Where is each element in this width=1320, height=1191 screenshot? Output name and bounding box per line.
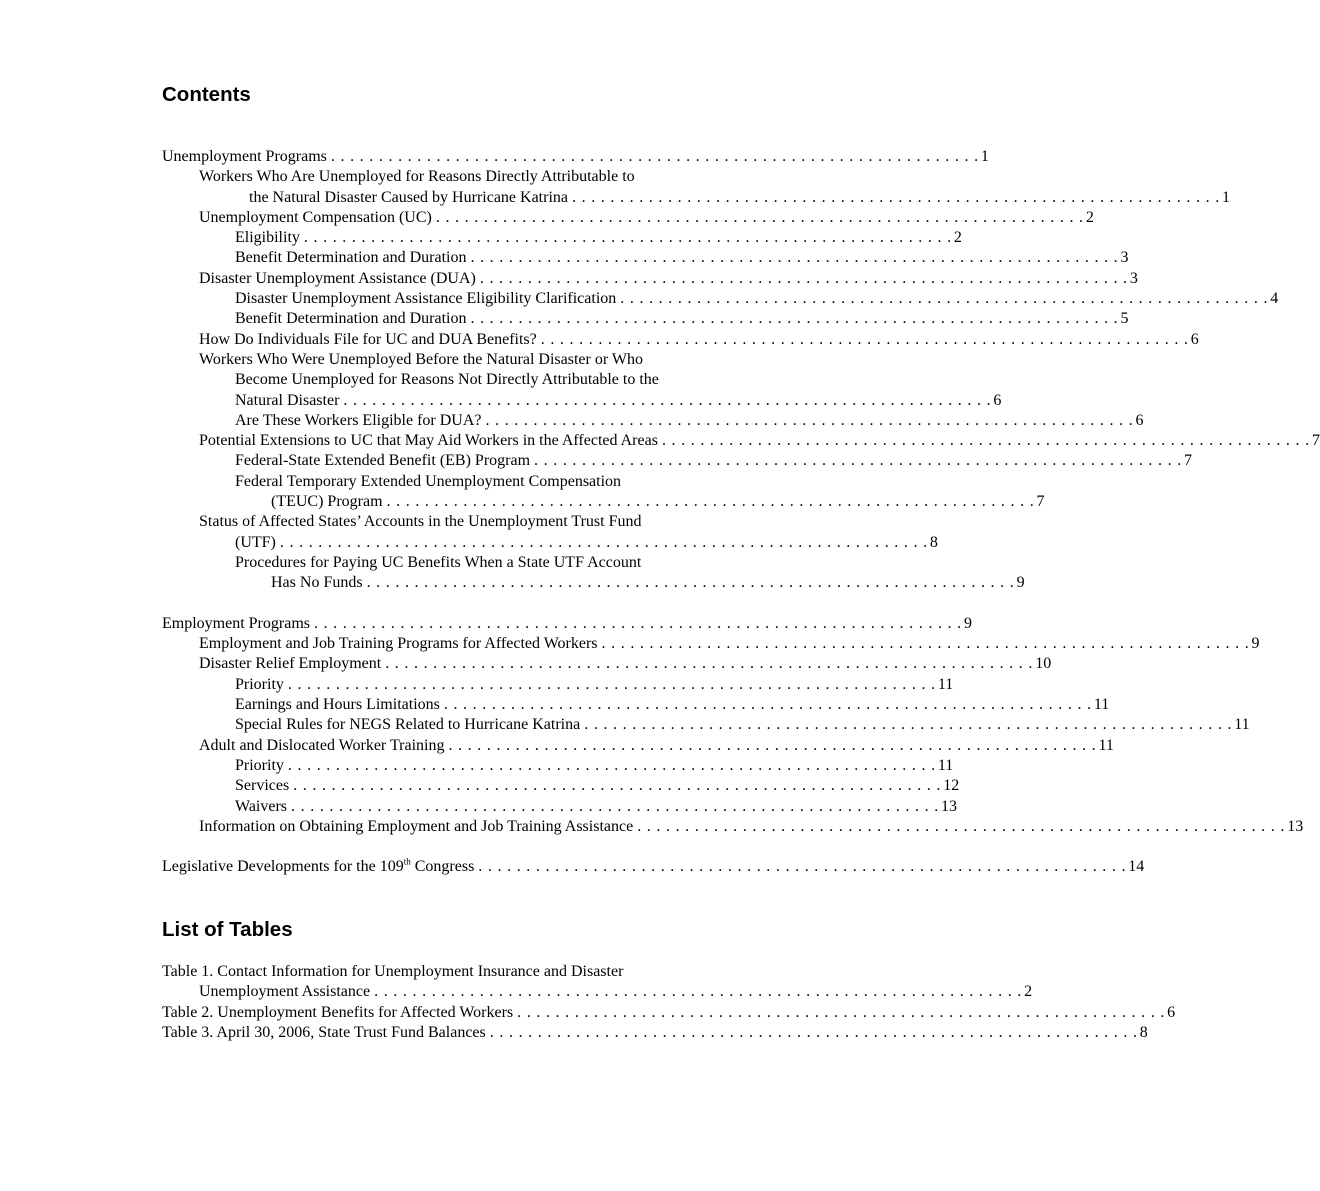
toc-entry[interactable]: Special Rules for NEGS Related to Hurricane Katrina . . . . . . . . . . . . . . . . . . . . . . . . . . . . . . . . . . . . . . . . . . . . . . . . . . . . . . . . . . . . . . . . . . . . 11 xyxy=(235,716,1250,734)
toc-entry[interactable]: Priority . . . . . . . . . . . . . . . . . . . . . . . . . . . . . . . . . . . . . . . . . . . . . . . . . . . . . . . . . . . . . . . . . . . . 11 xyxy=(235,675,954,693)
table-entry-line[interactable]: Table 1. Contact Information for Unemployment Insurance and Disaster xyxy=(162,963,624,980)
toc-entry[interactable]: Natural Disaster . . . . . . . . . . . . . . . . . . . . . . . . . . . . . . . . . . . . . . . . . . . . . . . . . . . . . . . . . . . . . . . . . . . . 6 xyxy=(235,391,1002,409)
toc-entry[interactable]: Benefit Determination and Duration . . . . . . . . . . . . . . . . . . . . . . . . . . . . . . . . . . . . . . . . . . . . . . . . . . . . . . . . . . . . . . . . . . . . 3 xyxy=(235,249,1129,267)
toc-entry[interactable]: Disaster Unemployment Assistance Eligibility Clarification . . . . . . . . . . . . . . . . . . . . . . . . . . . . . . . . . . . . . . . . . . . . . . . . . . . . . . . . . . . . . . . . . . . . 4 xyxy=(235,290,1279,308)
table-entry[interactable]: Unemployment Assistance . . . . . . . . . . . . . . . . . . . . . . . . . . . . . . . . . . . . . . . . . . . . . . . . . . . . . . . . . . . . . . . . . . . . 2 xyxy=(199,983,1033,1001)
toc-entry[interactable]: the Natural Disaster Caused by Hurricane Katrina . . . . . . . . . . . . . . . . . . . . . . . . . . . . . . . . . . . . . . . . . . . . . . . . . . . . . . . . . . . . . . . . . . . . 1 xyxy=(249,188,1230,206)
toc-entry[interactable]: Disaster Unemployment Assistance (DUA) . . . . . . . . . . . . . . . . . . . . . . . . . . . . . . . . . . . . . . . . . . . . . . . . . . . . . . . . . . . . . . . . . . . . 3 xyxy=(199,269,1138,287)
toc-entry[interactable]: Legislative Developments for the 109th Congress . . . . . . . . . . . . . . . . . . . . . . . . . . . . . . . . . . . . . . . . . . . . . . . . . . . . . . . . . . . . . . . . . . . . 14 xyxy=(162,857,1145,876)
toc-entry[interactable]: How Do Individuals File for UC and DUA Benefits? . . . . . . . . . . . . . . . . . . . . . . . . . . . . . . . . . . . . . . . . . . . . . . . . . . . . . . . . . . . . . . . . . . . . 6 xyxy=(199,330,1199,348)
toc-entry-line[interactable]: Workers Who Are Unemployed for Reasons Directly Attributable to xyxy=(199,168,635,186)
toc-entry-line[interactable]: Status of Affected States’ Accounts in the Unemployment Trust Fund xyxy=(199,513,642,531)
toc-entry-line[interactable]: Federal Temporary Extended Unemployment Compensation xyxy=(235,472,622,490)
toc-entry[interactable]: (TEUC) Program . . . . . . . . . . . . . . . . . . . . . . . . . . . . . . . . . . . . . . . . . . . . . . . . . . . . . . . . . . . . . . . . . . . . 7 xyxy=(271,493,1045,511)
toc-entry[interactable]: Employment and Job Training Programs for Affected Workers . . . . . . . . . . . . . . . . . . . . . . . . . . . . . . . . . . . . . . . . . . . . . . . . . . . . . . . . . . . . . . . . . . . . 9 xyxy=(199,635,1260,653)
toc-spacer xyxy=(162,594,759,614)
toc-entry[interactable]: Adult and Dislocated Worker Training . . . . . . . . . . . . . . . . . . . . . . . . . . . . . . . . . . . . . . . . . . . . . . . . . . . . . . . . . . . . . . . . . . . . 11 xyxy=(199,736,1114,754)
toc-entry[interactable]: Earnings and Hours Limitations . . . . . . . . . . . . . . . . . . . . . . . . . . . . . . . . . . . . . . . . . . . . . . . . . . . . . . . . . . . . . . . . . . . . 11 xyxy=(235,696,1110,714)
table-of-contents xyxy=(162,147,1320,878)
contents-heading: Contents xyxy=(162,83,251,106)
toc-entry[interactable]: Services . . . . . . . . . . . . . . . . . . . . . . . . . . . . . . . . . . . . . . . . . . . . . . . . . . . . . . . . . . . . . . . . . . . . 12 xyxy=(235,777,960,795)
toc-entry[interactable]: Unemployment Programs . . . . . . . . . . . . . . . . . . . . . . . . . . . . . . . . . . . . . . . . . . . . . . . . . . . . . . . . . . . . . . . . . . . . 1 xyxy=(162,148,989,165)
list-of-tables xyxy=(162,962,1176,1043)
toc-entry-line[interactable]: Workers Who Were Unemployed Before the Natural Disaster or Who xyxy=(199,350,643,368)
toc-entry[interactable]: Priority . . . . . . . . . . . . . . . . . . . . . . . . . . . . . . . . . . . . . . . . . . . . . . . . . . . . . . . . . . . . . . . . . . . . 11 xyxy=(235,756,954,774)
toc-entry[interactable]: Information on Obtaining Employment and Job Training Assistance . . . . . . . . . . . . . . . . . . . . . . . . . . . . . . . . . . . . . . . . . . . . . . . . . . . . . . . . . . . . . . . . . . . . 13 xyxy=(199,817,1304,835)
toc-entry[interactable]: Has No Funds . . . . . . . . . . . . . . . . . . . . . . . . . . . . . . . . . . . . . . . . . . . . . . . . . . . . . . . . . . . . . . . . . . . . 9 xyxy=(271,574,1025,592)
toc-entry[interactable]: Eligibility . . . . . . . . . . . . . . . . . . . . . . . . . . . . . . . . . . . . . . . . . . . . . . . . . . . . . . . . . . . . . . . . . . . . 2 xyxy=(235,229,962,247)
toc-entry[interactable]: Employment Programs . . . . . . . . . . . . . . . . . . . . . . . . . . . . . . . . . . . . . . . . . . . . . . . . . . . . . . . . . . . . . . . . . . . . 9 xyxy=(162,614,972,632)
toc-entry[interactable]: Benefit Determination and Duration . . . . . . . . . . . . . . . . . . . . . . . . . . . . . . . . . . . . . . . . . . . . . . . . . . . . . . . . . . . . . . . . . . . . 5 xyxy=(235,310,1129,328)
toc-entry-line[interactable]: Become Unemployed for Reasons Not Directly Attributable to the xyxy=(235,371,659,389)
toc-entry[interactable]: Are These Workers Eligible for DUA? . . . . . . . . . . . . . . . . . . . . . . . . . . . . . . . . . . . . . . . . . . . . . . . . . . . . . . . . . . . . . . . . . . . . 6 xyxy=(235,411,1144,429)
toc-entry[interactable]: Potential Extensions to UC that May Aid Workers in the Affected Areas . . . . . . . . . . . . . . . . . . . . . . . . . . . . . . . . . . . . . . . . . . . . . . . . . . . . . . . . . . . . . . . . . . . . 7 xyxy=(199,432,1320,450)
toc-entry[interactable]: Unemployment Compensation (UC) . . . . . . . . . . . . . . . . . . . . . . . . . . . . . . . . . . . . . . . . . . . . . . . . . . . . . . . . . . . . . . . . . . . . 2 xyxy=(199,208,1094,226)
toc-entry[interactable]: Federal-State Extended Benefit (EB) Program . . . . . . . . . . . . . . . . . . . . . . . . . . . . . . . . . . . . . . . . . . . . . . . . . . . . . . . . . . . . . . . . . . . . 7 xyxy=(235,452,1193,470)
table-entry[interactable]: Table 2. Unemployment Benefits for Affected Workers . . . . . . . . . . . . . . . . . . . . . . . . . . . . . . . . . . . . . . . . . . . . . . . . . . . . . . . . . . . . . . . . . . . . 6 xyxy=(162,1003,1176,1021)
list-of-tables-heading: List of Tables xyxy=(162,918,293,941)
toc-spacer xyxy=(162,837,759,857)
toc-entry[interactable]: (UTF) . . . . . . . . . . . . . . . . . . . . . . . . . . . . . . . . . . . . . . . . . . . . . . . . . . . . . . . . . . . . . . . . . . . . 8 xyxy=(235,533,938,551)
toc-entry-line[interactable]: Procedures for Paying UC Benefits When a State UTF Account xyxy=(235,553,642,571)
toc-entry[interactable]: Disaster Relief Employment . . . . . . . . . . . . . . . . . . . . . . . . . . . . . . . . . . . . . . . . . . . . . . . . . . . . . . . . . . . . . . . . . . . . 10 xyxy=(199,655,1052,673)
toc-entry[interactable]: Waivers . . . . . . . . . . . . . . . . . . . . . . . . . . . . . . . . . . . . . . . . . . . . . . . . . . . . . . . . . . . . . . . . . . . . 13 xyxy=(235,797,958,815)
table-entry[interactable]: Table 3. April 30, 2006, State Trust Fund Balances . . . . . . . . . . . . . . . . . . . . . . . . . . . . . . . . . . . . . . . . . . . . . . . . . . . . . . . . . . . . . . . . . . . . 8 xyxy=(162,1023,1148,1041)
